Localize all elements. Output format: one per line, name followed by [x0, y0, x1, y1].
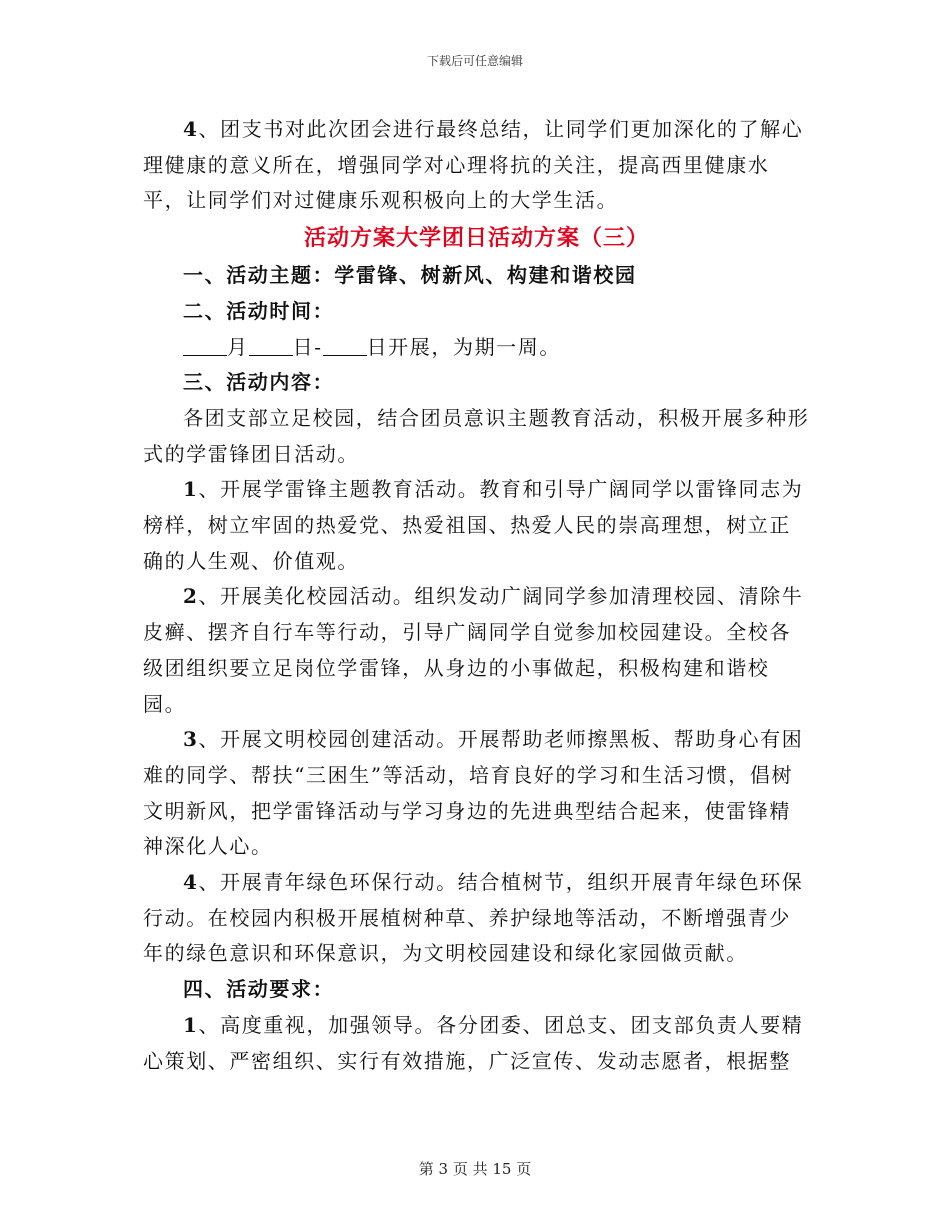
- time-day1: 日-: [292, 334, 323, 359]
- list-item: [143, 865, 810, 972]
- heading-requirements: 四、活动要求：: [183, 977, 335, 1002]
- item-text: 、开展学雷锋主题教育活动。教育和引导广阔同学以雷锋同志为榜样，树立牢固的热爱党、热爱祖国、热爱人民的崇高理想，树立正确的人生观、价值观。: [143, 477, 804, 573]
- blank-day1: [249, 335, 293, 356]
- paragraph-prev-item-4: [143, 112, 810, 219]
- page-footer: 第 3 页 共 15 页: [418, 1160, 532, 1178]
- item-text: 、高度重视，加强领导。各分团委、团总支、团支部负责人要精心策划、严密组织、实行有效措施，广泛宣传、发动志愿者，根据整: [143, 1012, 804, 1073]
- list-item: [143, 579, 810, 722]
- time-month: 月: [227, 334, 249, 359]
- content-intro: 各团支部立足校园，结合团员意识主题教育活动，积极开展多种形式的学雷锋团日活动。: [143, 405, 810, 466]
- item-text: 、开展青年绿色环保行动。结合植树节，组织开展青年绿色环保行动。在校园内积极开展植树种草、养护绿地等活动，不断增强青少年的绿色意识和环保意识，为文明校园建设和绿化家园做贡献。: [143, 870, 804, 966]
- list-item: [143, 472, 810, 579]
- blank-month: [183, 335, 227, 356]
- item-number: 1: [183, 477, 199, 502]
- heading-content: 三、活动内容：: [183, 370, 335, 395]
- item-text: 、开展文明校园创建活动。开展帮助老师擦黑板、帮助身心有困难的同学、帮扶“三困生”等活动，培育良好的学习和生活习惯，倡树文明新风，把学雷锋活动与学习身边的先进典型结合起来，使雷锋精神深化人心。: [143, 727, 804, 859]
- heading-theme: 一、活动主题：学雷锋、树新风、构建和谐校园: [183, 263, 637, 288]
- item-number: 3: [183, 727, 199, 752]
- requirement-item: [143, 1008, 810, 1079]
- item-text: 、开展美化校园活动。组织发动广阔同学参加清理校园、清除牛皮癣、摆齐自行车等行动，引导广阔同学自觉参加校园建设。全校各级团组织要立足岗位学雷锋，从身边的小事做起，积极构建和谐校园。: [143, 584, 804, 716]
- item-number: 2: [183, 584, 199, 609]
- time-day2: 日开展，为期一周。: [366, 334, 561, 359]
- list-item: [143, 722, 810, 865]
- document-body: [143, 112, 810, 1079]
- time-line: [143, 330, 810, 366]
- page-header: 下载后可任意编辑: [426, 54, 523, 68]
- blank-day2: [323, 335, 367, 356]
- heading-time: 二、活动时间：: [183, 298, 335, 323]
- item-number: 4: [183, 870, 199, 895]
- item-number: 1: [183, 1012, 199, 1037]
- item-number: 4: [183, 117, 199, 141]
- item-text: 、团支书对此次团会进行最终总结，让同学们更加深化的了解心理健康的意义所在，增强同学对心理将抗的关注，提高西里健康水平，让同学们对过健康乐观积极向上的大学生活。: [143, 117, 804, 213]
- section-title: 活动方案大学团日活动方案（三）: [303, 225, 649, 252]
